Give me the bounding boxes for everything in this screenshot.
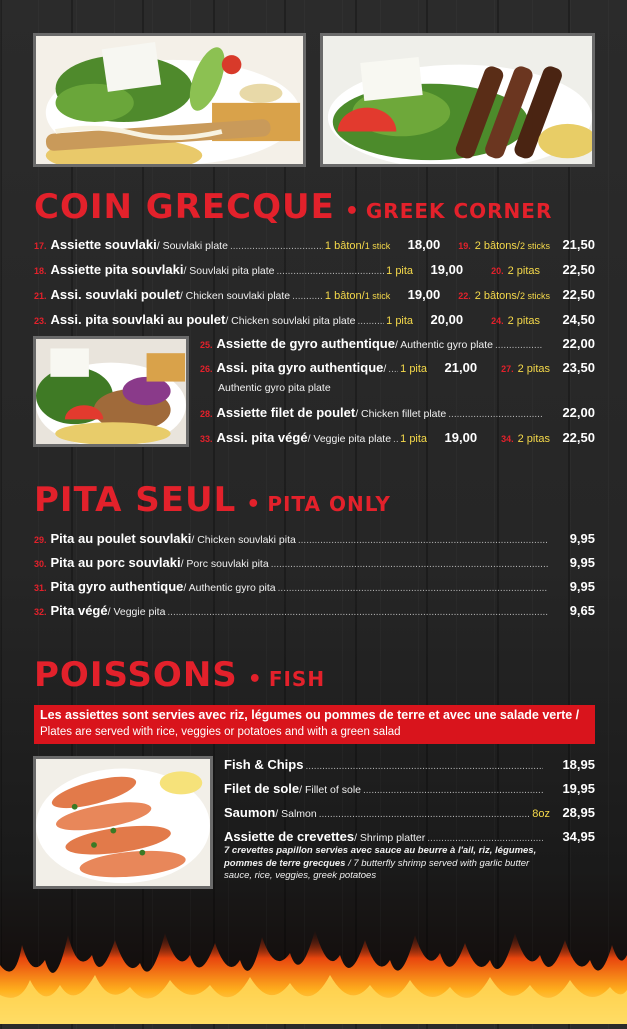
item-number-2: 19. (458, 241, 471, 251)
item-sub: / Chicken souvlaki pita plate (225, 315, 356, 327)
dot-leader (230, 237, 323, 257)
item-name: Assi. pita souvlaki au poulet (50, 312, 226, 327)
item-price-2: 23,50 (562, 360, 595, 375)
item-number-2: 22. (458, 291, 471, 301)
item-qty-2-en: 2 sticks (519, 241, 550, 251)
menu-item (34, 310, 595, 330)
item-name: Assi. pita végé (216, 430, 308, 445)
section-title-en: PITA ONLY (267, 492, 391, 516)
dot-leader (298, 531, 548, 551)
item-price: 22,00 (562, 405, 595, 420)
item-name: Pita gyro authentique (50, 579, 184, 594)
item-sub: / Chicken fillet plate (355, 408, 447, 420)
gyro-plate-photo (33, 336, 189, 447)
shrimp-description (224, 845, 544, 883)
item-price: 21,00 (444, 360, 478, 375)
dot-leader (292, 287, 323, 307)
item-price: 9,95 (569, 555, 595, 570)
item-qty: 1 pita (400, 363, 428, 375)
item-qty-2-en: 2 sticks (519, 291, 550, 301)
greek-corner-title (34, 187, 552, 227)
item-number: 17. (34, 241, 47, 251)
item-price: 9,65 (569, 603, 595, 618)
title-separator: • (247, 667, 263, 692)
item-number: 21. (34, 291, 47, 301)
item-name: Assi. souvlaki poulet (50, 287, 180, 302)
item-number: 23. (34, 316, 47, 326)
dot-leader (448, 405, 543, 425)
item-sub: / Salmon (275, 808, 317, 820)
item-name: Saumon (224, 805, 276, 820)
item-price: 19,00 (430, 262, 464, 277)
menu-item (224, 779, 595, 799)
item-number: 25. (200, 340, 213, 350)
menu-item (200, 358, 595, 378)
fish-title (34, 655, 325, 695)
item-qty: 8oz (532, 808, 550, 820)
item-name: Pita végé (50, 603, 108, 618)
item-name: Assiette souvlaki (50, 237, 157, 252)
menu-item (224, 755, 595, 775)
item-price-2: 21,50 (562, 237, 595, 252)
item-price: 22,00 (562, 336, 595, 351)
item-name: Assi. pita gyro authentique (216, 360, 384, 375)
souvlaki-plate-photo (33, 33, 306, 167)
item-price-2: 22,50 (562, 430, 595, 445)
dot-leader (319, 805, 531, 825)
description-en: / 7 butterfly shrimp served with garlic butter sauce, rice, veggies, greek potatoes (224, 857, 530, 881)
item-sub: / Shrimp platter (354, 832, 426, 844)
item-price: 9,95 (569, 531, 595, 546)
dot-leader (278, 579, 548, 599)
title-separator: • (344, 199, 360, 224)
item-name: Pita au poulet souvlaki (50, 531, 192, 546)
item-sub: / Porc souvlaki pita (180, 558, 269, 570)
item-name: Assiette pita souvlaki (50, 262, 184, 277)
item-number-2: 27. (501, 364, 514, 374)
item-qty-2: 2 pitas (517, 433, 550, 445)
greek-salad-photo (320, 33, 595, 167)
item-sub: / Souvlaki pita plate (183, 265, 275, 277)
menu-item (200, 428, 595, 448)
item-number: 32. (34, 607, 47, 617)
item-price: 34,95 (562, 829, 595, 844)
menu-item (34, 601, 595, 621)
item-sub: / Veggie pita plate (307, 433, 392, 445)
item-name: Assiette de gyro authentique (216, 336, 395, 351)
item-qty: 1 pita (386, 265, 414, 277)
menu-item (224, 827, 595, 847)
item-number-2: 24. (491, 316, 504, 326)
item-price-2: 22,50 (562, 262, 595, 277)
dot-leader (271, 555, 548, 575)
item-qty: 1 bâton/ (324, 240, 365, 252)
shrimp-platter-photo (33, 756, 213, 889)
item-sub: / Fillet of sole (299, 784, 361, 796)
item-number-2: 34. (501, 434, 514, 444)
item-price: 20,00 (430, 312, 464, 327)
description-fr: 7 crevettes papillon servies avec sauce au beurre à l'ail, riz, légumes, pommes de terre grecques (224, 845, 537, 869)
banner-text-en: Plates are served with rice, veggies or potatoes and with a green salad (40, 726, 401, 738)
item-price: 19,00 (407, 287, 441, 302)
item-number: 30. (34, 559, 47, 569)
item-price-2: 24,50 (562, 312, 595, 327)
item-sub: / Chicken souvlaki pita (191, 534, 296, 546)
item-qty: 1 pita (400, 433, 428, 445)
item-number: 29. (34, 535, 47, 545)
item-name: Pita au porc souvlaki (50, 555, 181, 570)
pita-only-title (34, 480, 391, 520)
item-qty-2: 2 bâtons/ (474, 290, 520, 302)
section-title-fr: POISSONS (34, 655, 238, 695)
title-separator: • (246, 492, 262, 517)
item-qty-en: 1 stick (364, 241, 391, 251)
item-qty-2: 2 pitas (517, 363, 550, 375)
section-title-fr: COIN GRECQUE (34, 187, 335, 227)
item-number-2: 20. (491, 266, 504, 276)
dot-leader (167, 603, 548, 623)
dot-leader (363, 781, 543, 801)
section-title-en: GREEK CORNER (365, 199, 553, 223)
item-number: 33. (200, 434, 213, 444)
plates-note-banner (34, 705, 595, 744)
item-name: Filet de sole (224, 781, 300, 796)
item-sub: / (383, 363, 387, 375)
item-price: 18,95 (562, 757, 595, 772)
item-qty-2: 2 pitas (507, 315, 540, 327)
item-price-2: 22,50 (562, 287, 595, 302)
menu-item (34, 553, 595, 573)
section-title-fr: PITA SEUL (34, 480, 237, 520)
menu-item (34, 235, 595, 255)
item-price: 18,00 (407, 237, 441, 252)
item-price: 19,95 (562, 781, 595, 796)
menu-item (34, 285, 595, 305)
item-sub: / Souvlaki plate (156, 240, 228, 252)
item-number: 26. (200, 364, 213, 374)
menu-item (200, 334, 595, 354)
menu-item (34, 260, 595, 280)
item-sub: / Authentic gyro pita (183, 582, 276, 594)
item-name: Assiette filet de poulet (216, 405, 356, 420)
item-sub-line2: Authentic gyro pita plate (218, 382, 331, 394)
dot-leader (358, 312, 385, 332)
banner-text-fr: Les assiettes sont servies avec riz, légumes ou pommes de terre et avec une salade verte / (40, 708, 580, 722)
item-price: 9,95 (569, 579, 595, 594)
item-name: Fish & Chips (224, 757, 304, 772)
item-sub: / Authentic gyro plate (394, 339, 494, 351)
item-qty-2: 2 pitas (507, 265, 540, 277)
dot-leader (393, 430, 398, 450)
item-qty-2: 2 bâtons/ (474, 240, 520, 252)
section-title-en: FISH (268, 667, 326, 691)
dot-leader (305, 757, 543, 777)
item-price: 28,95 (562, 805, 595, 820)
item-name: Assiette de crevettes (224, 829, 355, 844)
dot-leader (495, 336, 543, 356)
menu-item (224, 803, 595, 823)
menu-item (200, 403, 595, 423)
menu-item (34, 577, 595, 597)
dot-leader (388, 360, 398, 380)
item-number: 18. (34, 266, 47, 276)
item-number: 28. (200, 409, 213, 419)
flames-decoration (0, 925, 627, 1024)
item-sub: / Veggie pita (107, 606, 166, 618)
item-qty: 1 pita (386, 315, 414, 327)
item-qty: 1 bâton/ (324, 290, 365, 302)
dot-leader (277, 262, 385, 282)
item-number: 31. (34, 583, 47, 593)
menu-item (34, 529, 595, 549)
item-price: 19,00 (444, 430, 478, 445)
item-qty-en: 1 stick (364, 291, 391, 301)
item-sub: / Chicken souvlaki plate (179, 290, 291, 302)
